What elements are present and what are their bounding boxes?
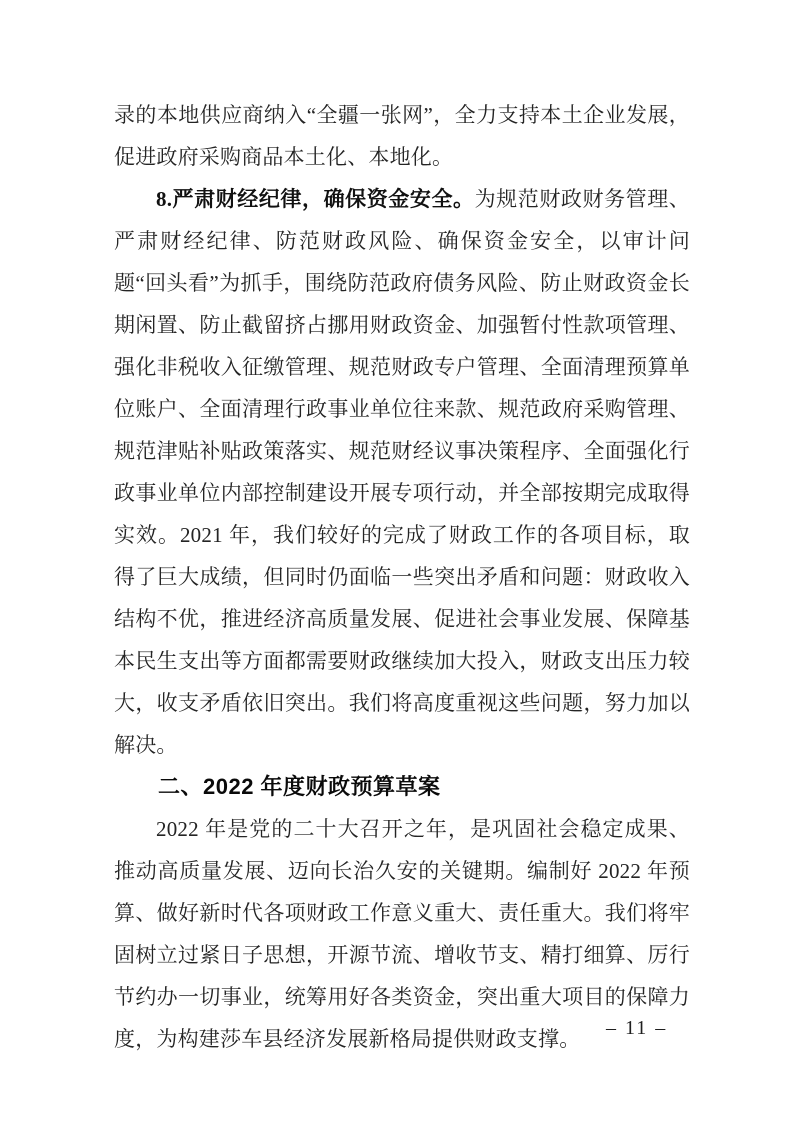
paragraph-body-text: 为规范财政财务管理、严肃财经纪律、防范财政风险、确保资金安全，以审计问题“回头看”为抓手，围绕防范政府债务风险、防止财政资金长期闲置、防止截留挤占挪用财政资金、加强暂付性款项管理、强化非税收入征缴管理、规范财政专户管理、全面清理预算单位账户、全面清理行政事业单位往来款、规范政府采购管理、规范津贴补贴政策落实、规范财经议事决策程序、全面强化行政事业单位内部控制建设开展专项行动，并全部按期完成取得实效。2021 年，我们较好的完成了财政工作的各项目标，取得了巨大成绩，但同时仍面临一些突出矛盾和问题：财政收入结构不优，推进经济高质量发展、促进社会事业发展、保障基本民生支出等方面都需要财政继续加大投入，财政支出压力较大，收支矛盾依旧突出。我们将高度重视这些问题，努力加以解决。 — [114, 187, 691, 757]
paragraph-bold-lead: 8.严肃财经纪律，确保资金安全。 — [156, 187, 475, 211]
section-heading: 二、2022 年度财政预算草案 — [158, 774, 441, 799]
paragraph-item-8 — [114, 178, 690, 766]
paragraph-continued: 录的本地供应商纳入“全疆一张网”，全力支持本土企业发展，促进政府采购商品本土化、本地化。 — [114, 103, 690, 169]
document-body — [114, 94, 690, 1060]
paragraph-budget-intro: 2022 年是党的二十大召开之年，是巩固社会稳定成果、推动高质量发展、迈向长治久安的关键期。编制好 2022 年预算、做好新时代各项财政工作意义重大、责任重大。我们将牢固树立过紧日子思想，开源节流、增收节支、精打细算、厉行节约办一切事业，统筹用好各类资金，突出重大项目的保障力度，为构建莎车县经济发展新格局提供财政支撑。 — [114, 817, 690, 1051]
page-number: – 11 – — [606, 1017, 668, 1039]
